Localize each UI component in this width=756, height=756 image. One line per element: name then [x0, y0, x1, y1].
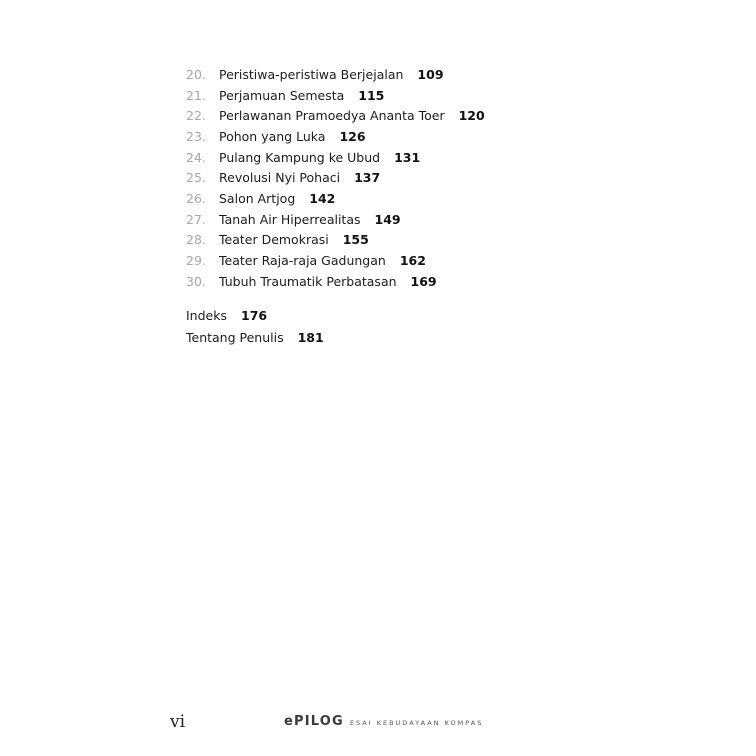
- page-number: vi: [170, 712, 186, 732]
- chapter-page: 126: [339, 128, 366, 144]
- chapter-number: 21.: [186, 87, 206, 103]
- chapter-page: 162: [399, 253, 426, 269]
- chapter-number: 23.: [186, 128, 206, 144]
- brand-subtitle: ESAI KEBUDAYAAN KOMPAS: [349, 719, 484, 727]
- toc-entry: [186, 167, 606, 188]
- chapter-number: 20.: [186, 66, 206, 82]
- chapter-number: 25.: [186, 170, 206, 186]
- toc-entry: [186, 85, 606, 106]
- chapter-title: Pulang Kampung ke Ubud: [219, 149, 381, 165]
- chapter-number: 22.: [186, 108, 206, 124]
- appendix-entry-author: [186, 326, 606, 348]
- toc-entry: [186, 250, 606, 271]
- chapter-number: 28.: [186, 232, 206, 248]
- toc-entry: [186, 209, 606, 230]
- toc-entry: [186, 147, 606, 168]
- chapter-title: Tubuh Traumatik Perbatasan: [219, 273, 397, 289]
- chapter-page: 142: [309, 190, 336, 206]
- chapter-page: 109: [417, 66, 444, 82]
- toc-entry: [186, 64, 606, 85]
- toc-entry: [186, 271, 606, 292]
- chapter-title: Salon Artjog: [219, 190, 296, 206]
- chapter-title: Peristiwa-peristiwa Berjejalan: [219, 66, 404, 82]
- chapter-number: 27.: [186, 211, 206, 227]
- appendix-title: Indeks: [186, 307, 227, 323]
- chapter-page: 169: [410, 273, 437, 289]
- chapter-page: 149: [374, 211, 401, 227]
- table-of-contents: [186, 64, 606, 292]
- chapter-title: Tanah Air Hiperrealitas: [219, 211, 361, 227]
- chapter-page: 137: [354, 170, 381, 186]
- chapter-title: Teater Demokrasi: [219, 232, 329, 248]
- chapter-title: Perlawanan Pramoedya Ananta Toer: [219, 108, 445, 124]
- appendix-page: 176: [241, 307, 268, 323]
- appendix-entry-index: [186, 304, 606, 326]
- chapter-number: 26.: [186, 190, 206, 206]
- chapter-title: Revolusi Nyi Pohaci: [219, 170, 341, 186]
- appendix-title: Tentang Penulis: [186, 329, 284, 345]
- chapter-title: Pohon yang Luka: [219, 128, 326, 144]
- appendix-list: [186, 304, 606, 348]
- appendix-page: 181: [297, 329, 324, 345]
- book-brand: [284, 714, 483, 729]
- chapter-number: 24.: [186, 149, 206, 165]
- chapter-page: 115: [358, 87, 385, 103]
- brand-logo: ePILOG: [284, 714, 344, 729]
- chapter-page: 120: [458, 108, 485, 124]
- chapter-number: 30.: [186, 273, 206, 289]
- chapter-number: 29.: [186, 253, 206, 269]
- chapter-title: Perjamuan Semesta: [219, 87, 345, 103]
- toc-entry: [186, 230, 606, 251]
- chapter-page: 155: [342, 232, 369, 248]
- chapter-title: Teater Raja-raja Gadungan: [219, 253, 386, 269]
- chapter-page: 131: [394, 149, 421, 165]
- toc-entry: [186, 105, 606, 126]
- toc-entry: [186, 188, 606, 209]
- toc-entry: [186, 126, 606, 147]
